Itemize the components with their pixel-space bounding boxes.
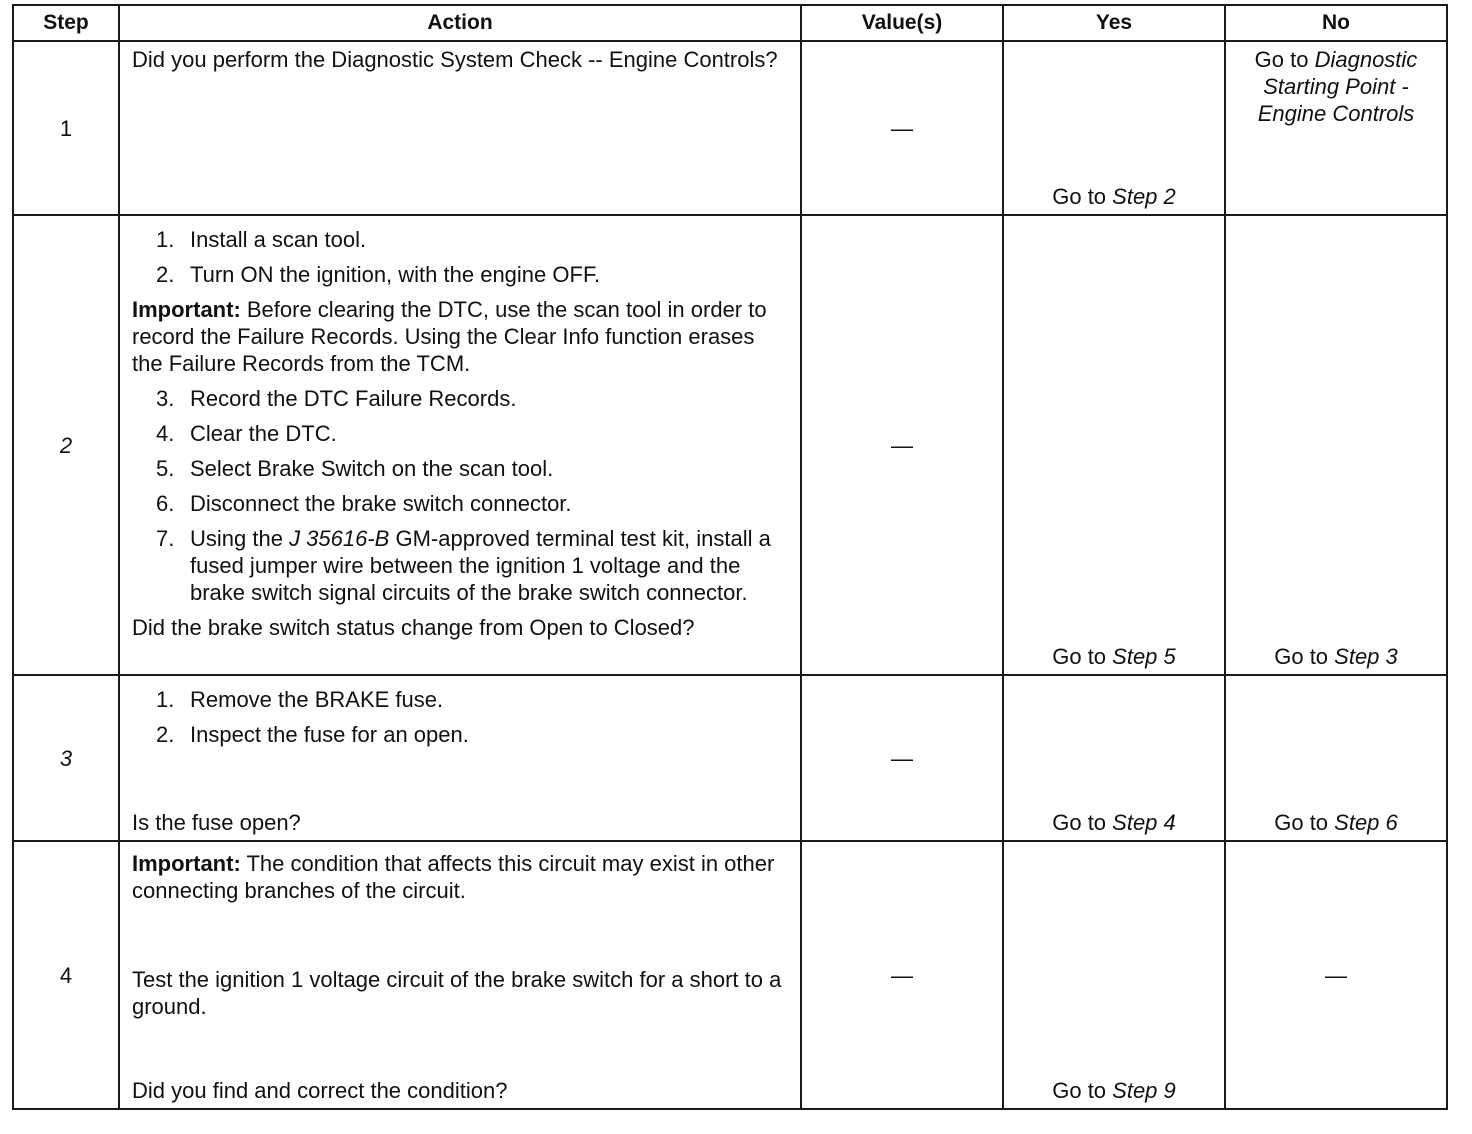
step-link[interactable]: Step 4 (1112, 810, 1176, 835)
table-row (13, 675, 1447, 841)
action-question: Did you perform the Diagnostic System Check -- Engine Controls? (132, 47, 778, 72)
yes-cell (1003, 215, 1225, 675)
step-number: 4 (13, 841, 119, 1109)
step-number: 3 (13, 675, 119, 841)
instruction-list (132, 226, 788, 288)
list-item: 4. Clear the DTC. (156, 421, 337, 446)
header-values: Value(s) (801, 5, 1003, 41)
action-cell (119, 41, 801, 215)
yes-cell (1003, 841, 1225, 1109)
table-row (13, 841, 1447, 1109)
action-cell (119, 215, 801, 675)
list-item: 3. Record the DTC Failure Records. (156, 386, 517, 411)
table-row (13, 41, 1447, 215)
action-question: Did the brake switch status change from Open to Closed? (132, 615, 695, 640)
table-row (13, 215, 1447, 675)
list-item: 5. Select Brake Switch on the scan tool. (156, 456, 554, 481)
instruction-list (132, 385, 788, 606)
value-cell: — (801, 41, 1003, 215)
important-note: Important: The condition that affects this circuit may exist in other connecting branches of the circuit. (132, 851, 775, 903)
header-row (13, 5, 1447, 41)
list-item: 2. Turn ON the ignition, with the engine OFF. (156, 262, 601, 287)
header-no: No (1225, 5, 1447, 41)
step-link[interactable]: Step 6 (1334, 810, 1398, 835)
step-number: 1 (13, 41, 119, 215)
list-item: 2. Inspect the fuse for an open. (156, 722, 469, 747)
action-question: Did you find and correct the condition? (132, 1078, 508, 1103)
step-link[interactable]: Step 5 (1112, 644, 1176, 669)
step-link[interactable]: Step 3 (1334, 644, 1398, 669)
important-note: Important: Before clearing the DTC, use the scan tool in order to record the Failure Records. Using the Clear Info function erases the Failure Records from the TCM. (132, 297, 767, 376)
yes-goto: Go to Step 2 (1052, 184, 1176, 209)
header-action: Action (119, 5, 801, 41)
header-yes: Yes (1003, 5, 1225, 41)
list-item: 6. Disconnect the brake switch connector. (156, 491, 572, 516)
diagnostic-table (12, 4, 1448, 1110)
action-cell (119, 841, 801, 1109)
yes-cell (1003, 41, 1225, 215)
list-item: 7. Using the J 35616-B GM-approved terminal test kit, install a fused jumper wire between the ignition 1 voltage and the brake switch signal circuits of the brake switch connector. (156, 526, 771, 605)
value-cell: — (801, 841, 1003, 1109)
step-number: 2 (13, 215, 119, 675)
no-cell (1225, 675, 1447, 841)
header-step: Step (13, 5, 119, 41)
value-cell: — (801, 675, 1003, 841)
no-goto: Go to Step 6 (1274, 810, 1398, 835)
step-link[interactable]: Diagnostic Starting Point - Engine Controls (1257, 47, 1418, 126)
yes-goto: Go to Step 9 (1052, 1078, 1176, 1103)
no-cell: — (1225, 841, 1447, 1109)
step-link[interactable]: Step 2 (1112, 184, 1176, 209)
action-cell (119, 675, 801, 841)
tool-reference: J 35616-B (289, 526, 390, 551)
no-cell (1225, 41, 1447, 215)
yes-goto: Go to Step 4 (1052, 810, 1176, 835)
list-item: 1. Install a scan tool. (156, 227, 367, 252)
instruction-list (132, 686, 788, 748)
no-goto: Go to Step 3 (1274, 644, 1398, 669)
yes-cell (1003, 675, 1225, 841)
no-goto: Go to Diagnostic Starting Point - Engine Controls (1254, 47, 1418, 126)
yes-goto: Go to Step 5 (1052, 644, 1176, 669)
action-question: Is the fuse open? (132, 810, 301, 835)
list-item: 1. Remove the BRAKE fuse. (156, 687, 444, 712)
value-cell: — (801, 215, 1003, 675)
no-cell (1225, 215, 1447, 675)
instruction-text: Test the ignition 1 voltage circuit of the brake switch for a short to a ground. (132, 967, 782, 1019)
step-link[interactable]: Step 9 (1112, 1078, 1176, 1103)
